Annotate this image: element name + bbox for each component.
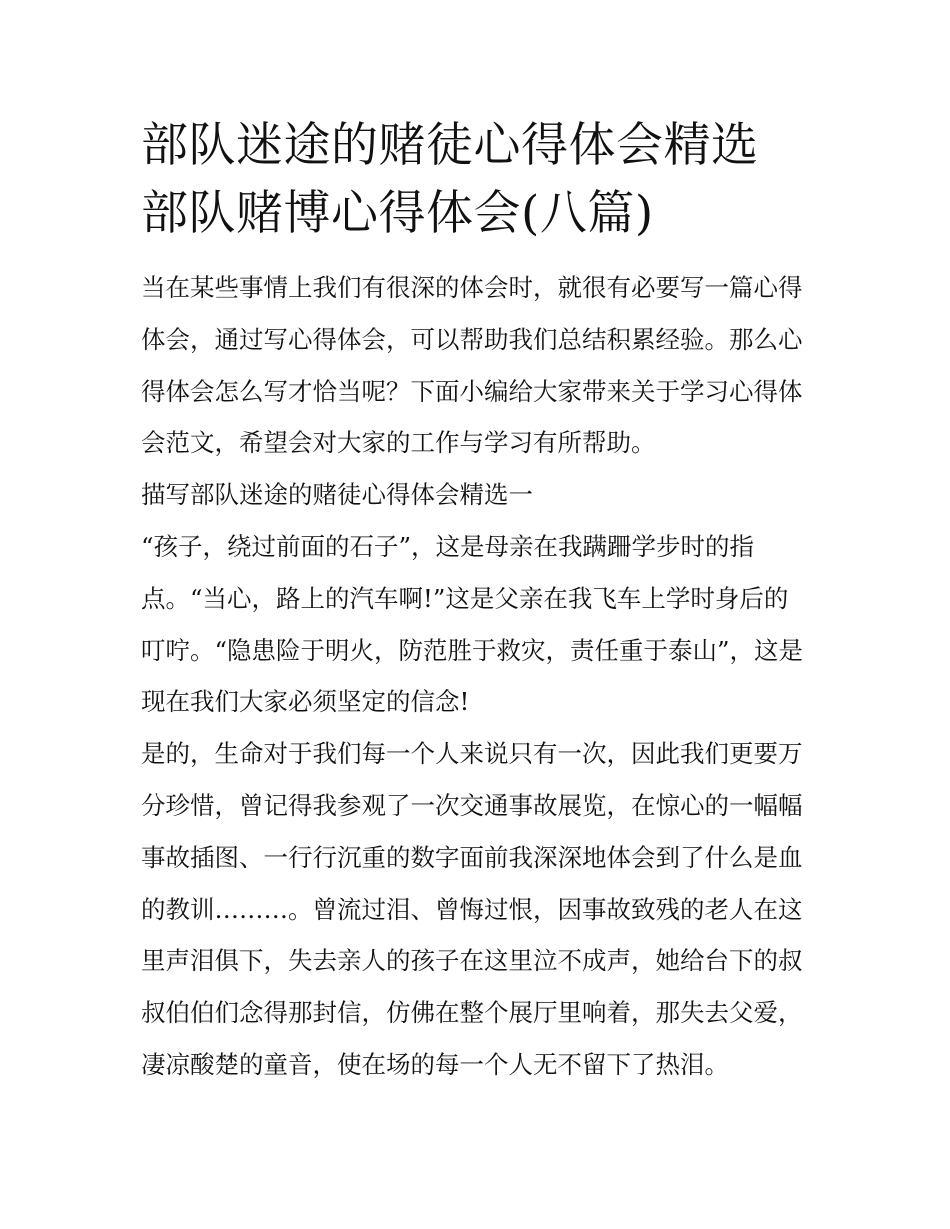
text-line: 叔伯伯们念得那封信，仿佛在整个展厅里响着，那失去父爱， (141, 998, 803, 1028)
text-line: 现在我们大家必须坚定的信念! (141, 687, 470, 717)
text-line: 分珍惜，曾记得我参观了一次交通事故展览，在惊心的一幅幅 (141, 790, 803, 820)
document-page (141, 112, 821, 1091)
text-line: 会范文，希望会对大家的工作与学习有所帮助。 (141, 428, 656, 458)
title-line-1: 部队迷途的赌徒心得体会精选 (141, 118, 759, 173)
body-paragraph (141, 728, 821, 1091)
text-line: 的教训………。曾流过泪、曾悔过恨，因事故致残的老人在这 (141, 894, 803, 924)
document-title (141, 112, 821, 248)
text-line: 凄凉酸楚的童音，使在场的每一个人无不留下了热泪。 (141, 1049, 729, 1079)
text-line: 体会，通过写心得体会，可以帮助我们总结积累经验。那么心 (141, 324, 803, 354)
text-line: 叮咛。“隐患险于明火，防范胜于救灾，责任重于泰山”，这是 (141, 635, 804, 665)
text-line: 是的，生命对于我们每一个人来说只有一次，因此我们更要万 (141, 739, 803, 769)
intro-paragraph (141, 262, 821, 469)
text-line: 事故插图、一行行沉重的数字面前我深深地体会到了什么是血 (141, 842, 803, 872)
title-line-2: 部队赌博心得体会(八篇) (141, 186, 654, 241)
section-heading (141, 469, 821, 521)
text-line: “孩子，绕过前面的石子”，这是母亲在我蹒跚学步时的指 (141, 531, 755, 561)
text-line: 当在某些事情上我们有很深的体会时，就很有必要写一篇心得 (141, 273, 803, 302)
text-line: 里声泪俱下，失去亲人的孩子在这里泣不成声，她给台下的叔 (141, 946, 803, 976)
document-body (141, 262, 821, 1091)
text-line: 得体会怎么写才恰当呢？下面小编给大家带来关于学习心得体 (141, 376, 803, 406)
text-line: 描写部队迷途的赌徒心得体会精选一 (141, 480, 533, 510)
body-paragraph (141, 521, 821, 728)
text-line: 点。“当心，路上的汽车啊!”这是父亲在我飞车上学时身后的 (141, 583, 789, 613)
